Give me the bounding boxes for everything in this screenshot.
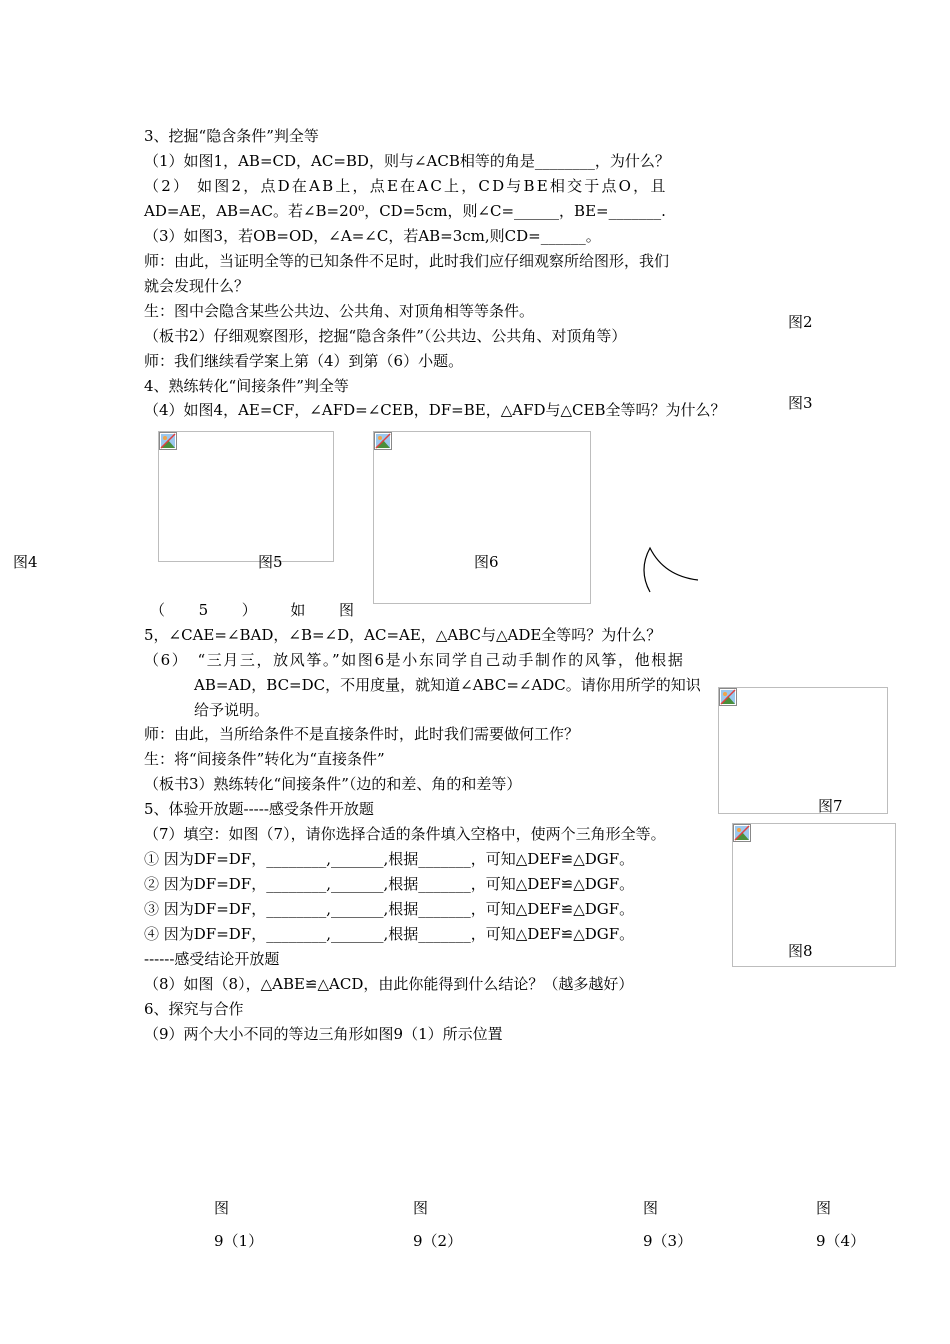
- broken-image-icon: [733, 824, 751, 842]
- board-note-3: （板书3）熟练转化“间接条件”（边的和差、角的和差等）: [144, 775, 522, 793]
- question-3: （3）如图3，若OB=OD，∠A=∠C，若AB=3cm,则CD=______。: [144, 227, 601, 245]
- teacher-remark-3: 师：由此，当所给条件不是直接条件时，此时我们需要做何工作？: [144, 725, 580, 743]
- figure-9-4-caption-top: 图: [816, 1199, 832, 1217]
- figure-9-2-caption-bottom: 9（2）: [413, 1232, 463, 1250]
- figure-7-placeholder: [718, 687, 888, 814]
- student-remark-1: 生：图中会隐含某些公共边、公共角、对顶角相等等条件。: [144, 302, 535, 320]
- figure-3-caption: 图3: [788, 394, 813, 412]
- student-remark-3: 生：将“间接条件”转化为“直接条件”: [144, 750, 385, 768]
- figure-image-placeholder: [373, 431, 591, 604]
- question-5-line-1: （ 5 ） 如 图: [150, 601, 354, 619]
- figure-9-2-caption-top: 图: [413, 1199, 429, 1217]
- figure-5-caption: 图5: [258, 553, 283, 571]
- figure-9-3-caption-bottom: 9（3）: [643, 1232, 693, 1250]
- fill-blank-1: ① 因为DF=DF，________,_______,根据_______，可知△DEF≌△DGF。: [144, 850, 635, 868]
- figure-9-4-caption-bottom: 9（4）: [816, 1232, 866, 1250]
- figure-6-caption: 图6: [474, 553, 499, 571]
- figure-8-placeholder: [732, 823, 896, 967]
- section-5-heading: 5、体验开放题-----感受条件开放题: [144, 800, 374, 818]
- figure-9-1-caption-bottom: 9（1）: [214, 1232, 264, 1250]
- figure-4-caption: 图4: [13, 553, 38, 571]
- figure-8-caption: 图8: [788, 942, 813, 960]
- teacher-remark-1a: 师：由此，当证明全等的已知条件不足时，此时我们应仔细观察所给图形，我们: [144, 252, 670, 270]
- question-5-line-2: 5，∠CAE=∠BAD，∠B=∠D，AC=AE，△ABC与△ADE全等吗？为什么？: [144, 626, 662, 644]
- fill-blank-3: ③ 因为DF=DF，________,_______,根据_______，可知△DEF≌△DGF。: [144, 900, 635, 918]
- question-6-line-3: 给予说明。: [194, 701, 270, 719]
- section-6-heading: 6、探究与合作: [144, 1000, 244, 1018]
- figure-7-caption: 图7: [818, 797, 843, 815]
- figure-image-placeholder: [158, 431, 334, 562]
- question-2-line-2: AD=AE，AB=AC。若∠B=20⁰，CD=5cm，则∠C=______，BE=_______.: [144, 202, 666, 220]
- section-3-heading: 3、挖掘“隐含条件”判全等: [144, 127, 319, 145]
- figure-2-caption: 图2: [788, 313, 813, 331]
- question-1: （1）如图1，AB=CD，AC=BD，则与∠ACB相等的角是________，为什么？: [144, 152, 670, 170]
- figure-9-1-caption-top: 图: [214, 1199, 230, 1217]
- question-8: （8）如图（8），△ABE≌△ACD，由此你能得到什么结论？（越多越好）: [144, 975, 634, 993]
- broken-image-icon: [719, 688, 737, 706]
- figure-9-3-caption-top: 图: [643, 1199, 659, 1217]
- kite-sketch-curve: [636, 540, 706, 598]
- broken-image-icon: [374, 432, 392, 450]
- board-note-2: （板书2）仔细观察图形，挖掘“隐含条件”（公共边、公共角、对顶角等）: [144, 327, 627, 345]
- question-6-line-2: AB=AD，BC=DC，不用度量，就知道∠ABC=∠ADC。请你用所学的知识: [194, 676, 701, 694]
- conclusion-open-heading: ------感受结论开放题: [144, 950, 280, 968]
- fill-blank-4: ④ 因为DF=DF，________,_______,根据_______，可知△DEF≌△DGF。: [144, 925, 635, 943]
- question-4: （4）如图4，AE=CF，∠AFD=∠CEB，DF=BE，△AFD与△CEB全等吗？为什么？: [144, 401, 726, 419]
- question-2-line-1: （2） 如图2，点D在AB上，点E在AC上，CD与BE相交于点O，且: [144, 177, 668, 195]
- question-7: （7）填空：如图（7），请你选择合适的条件填入空格中，使两个三角形全等。: [144, 825, 666, 843]
- question-6-line-1: （6） “三月三，放风筝。”如图6是小东同学自己动手制作的风筝，他根据: [144, 651, 685, 669]
- question-9: （9）两个大小不同的等边三角形如图9（1）所示位置: [144, 1025, 503, 1043]
- broken-image-icon: [159, 432, 177, 450]
- teacher-remark-1b: 就会发现什么？: [144, 277, 250, 295]
- teacher-remark-2: 师：我们继续看学案上第（4）到第（6）小题。: [144, 352, 464, 370]
- fill-blank-2: ② 因为DF=DF，________,_______,根据_______，可知△DEF≌△DGF。: [144, 875, 635, 893]
- section-4-heading: 4、熟练转化“间接条件”判全等: [144, 377, 349, 395]
